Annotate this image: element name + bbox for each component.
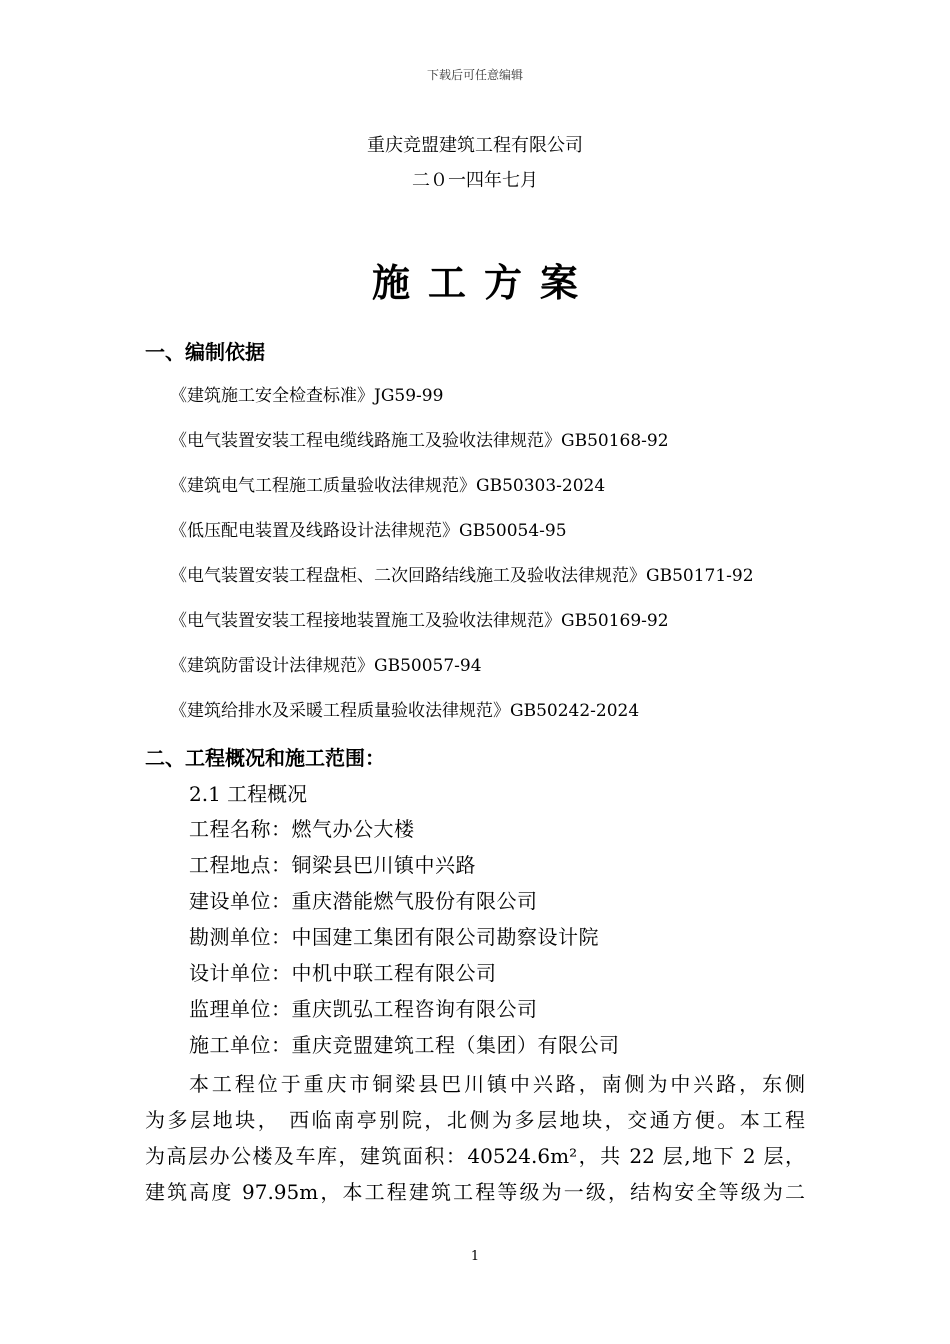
reference-list xyxy=(170,382,754,742)
reference-item: 《电气装置安装工程电缆线路施工及验收法律规范》GB50168-92 xyxy=(170,431,669,451)
reference-item: 《电气装置安装工程接地装置施工及验收法律规范》GB50169-92 xyxy=(170,611,669,631)
reference-item: 《电气装置安装工程盘柜、二次回路结线施工及验收法律规范》GB50171-92 xyxy=(170,566,754,586)
paragraph-line: 建筑高度 97.95m，本工程建筑工程等级为一级，结构安全等级为二 xyxy=(145,1180,805,1204)
project-info-item: 建设单位：重庆潜能燃气股份有限公司 xyxy=(189,889,538,913)
project-info-item: 设计单位：中机中联工程有限公司 xyxy=(189,961,497,985)
section-heading-overview: 二、工程概况和施工范围： xyxy=(145,746,385,770)
reference-item: 《建筑给排水及采暖工程质量验收法律规范》GB50242-2024 xyxy=(170,701,640,721)
document-title: 施工方案 xyxy=(371,260,596,305)
project-info-item: 施工单位：重庆竞盟建筑工程（集团）有限公司 xyxy=(189,1033,620,1057)
project-info-list xyxy=(189,814,620,1066)
project-info-item: 监理单位：重庆凯弘工程咨询有限公司 xyxy=(189,997,538,1021)
subsection-heading: 2.1 工程概况 xyxy=(189,782,308,806)
paragraph-line: 为高层办公楼及车库，建筑面积：40524.6m²，共 22 层,地下 2 层， xyxy=(145,1144,805,1168)
reference-item: 《建筑电气工程施工质量验收法律规范》GB50303-2024 xyxy=(170,476,606,496)
document-date: 二０一四年七月 xyxy=(412,170,538,191)
project-info-item: 工程地点：铜梁县巴川镇中兴路 xyxy=(189,853,476,877)
reference-item: 《建筑施工安全检查标准》JG59-99 xyxy=(170,386,444,406)
page-number: 1 xyxy=(470,1249,480,1264)
reference-item: 《低压配电装置及线路设计法律规范》GB50054-95 xyxy=(170,521,567,541)
paragraph-line: 本工程位于重庆市铜梁县巴川镇中兴路，南侧为中兴路，东侧 xyxy=(189,1072,805,1096)
header-note: 下载后可任意编辑 xyxy=(426,68,523,82)
section-heading-basis: 一、编制依据 xyxy=(145,340,265,364)
reference-item: 《建筑防雷设计法律规范》GB50057-94 xyxy=(170,656,482,676)
company-name: 重庆竞盟建筑工程有限公司 xyxy=(367,135,583,156)
project-info-item: 工程名称：燃气办公大楼 xyxy=(189,817,415,841)
project-info-item: 勘测单位：中国建工集团有限公司勘察设计院 xyxy=(189,925,599,949)
paragraph-line: 为多层地块， 西临南亭别院，北侧为多层地块，交通方便。本工程 xyxy=(145,1108,805,1132)
